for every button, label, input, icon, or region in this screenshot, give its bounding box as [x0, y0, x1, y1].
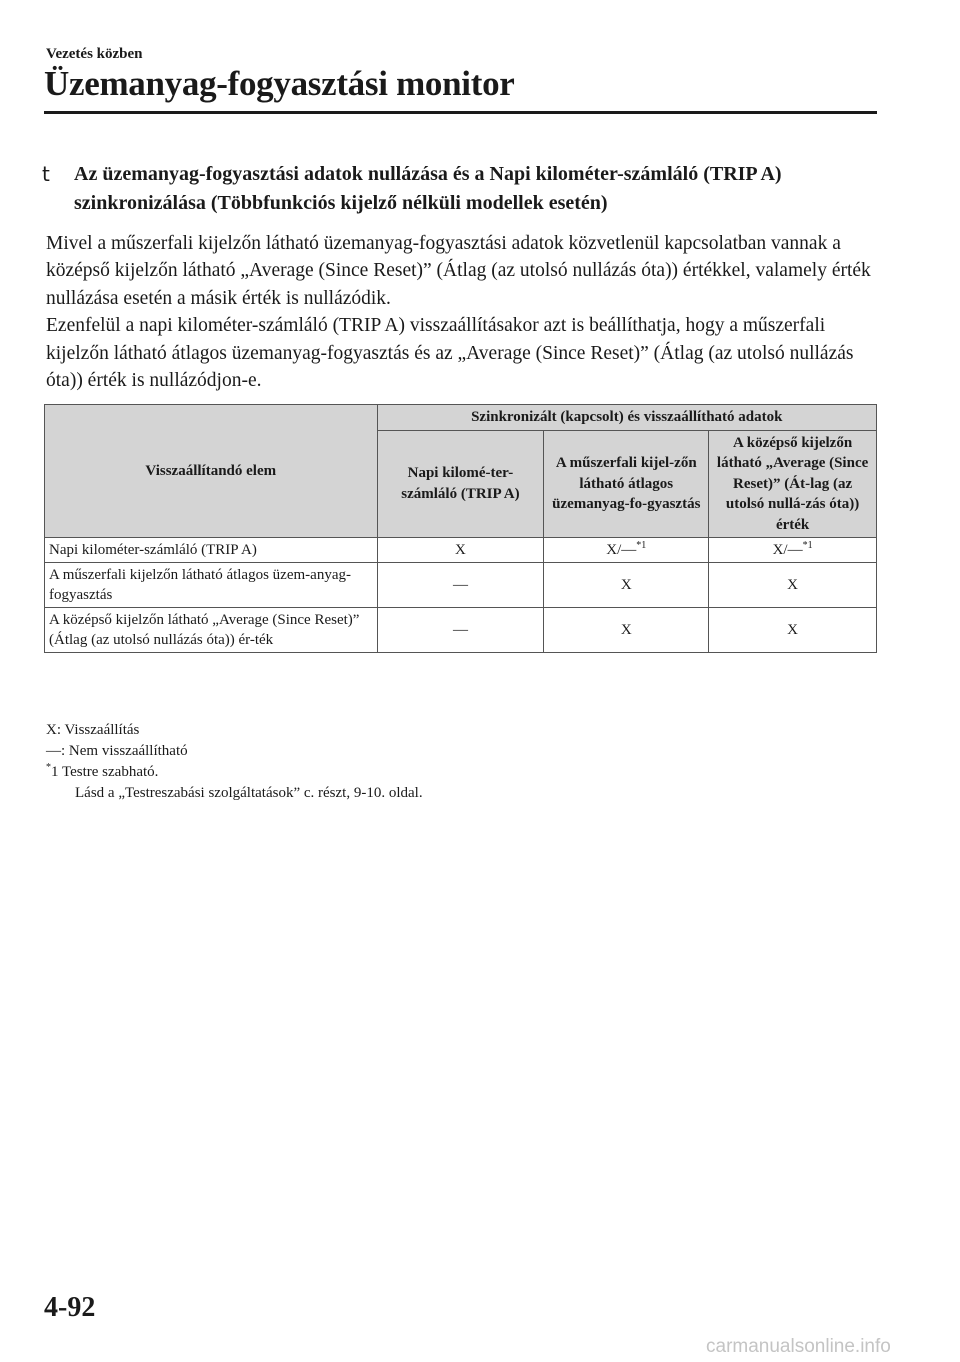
cell	[709, 538, 877, 563]
paragraph-2: Ezenfelül a napi kilométer-számláló (TRIP A) visszaállításakor azt is beállíthatja, hogy a műszerfali kijelzőn látható átlagos üzemanyag-fogyasztás és az „Average (Since Reset)” (Átlag (az utolsó nullázás óta)) érték is nullázódjon-e.	[46, 315, 854, 392]
cell: X	[544, 563, 709, 608]
note-dash: —: Nem visszaállítható	[46, 743, 188, 759]
row-item: Napi kilométer-számláló (TRIP A)	[45, 538, 378, 563]
paragraph-1: Mivel a műszerfali kijelzőn látható üzemanyag-fogyasztási adatok közvetlenül kapcsolatban vannak a középső kijelzőn látható „Average (Since Reset)” (Átlag (az utolsó nullázás óta)) értékkel, valamely érték nullázása esetén a másik érték is nullázódik.	[46, 233, 871, 309]
table-row	[45, 538, 877, 563]
bullet-icon: t	[42, 162, 50, 186]
note-footnote	[46, 762, 423, 783]
cell: X	[709, 608, 877, 653]
cell: —	[377, 563, 544, 608]
note-x: X: Visszaállítás	[46, 722, 140, 738]
footnote-ref: *1	[802, 540, 813, 551]
section-label: Vezetés közben	[46, 46, 143, 62]
page-number: 4-92	[44, 1292, 96, 1323]
page-title: Üzemanyag-fogyasztási monitor	[44, 64, 515, 103]
cell: X	[544, 608, 709, 653]
cell-value: X/—	[772, 542, 803, 558]
title-rule	[44, 111, 877, 114]
header-col-meter-avg: A műszerfali kijel-zőn látható átlagos üzemanyag-fo-gyasztás	[544, 430, 709, 538]
subheading	[42, 160, 882, 218]
row-item: A műszerfali kijelzőn látható átlagos üzem-anyag-fogyasztás	[45, 563, 378, 608]
header-col-center-avg: A középső kijelzőn látható „Average (Since Reset)” (Át-lag (az utolsó nullá-zás óta)) érték	[709, 430, 877, 538]
table-row	[45, 608, 877, 653]
subheading-text: Az üzemanyag-fogyasztási adatok nullázása és a Napi kilométer-számláló (TRIP A) szinkronizálása (Többfunkciós kijelző nélküli modellek esetén)	[74, 163, 782, 214]
footnotes	[46, 720, 423, 804]
table-row	[45, 563, 877, 608]
cell-value: X/—	[606, 542, 637, 558]
footnote-reference: Lásd a „Testreszabási szolgáltatások” c. részt, 9-10. oldal.	[75, 785, 423, 801]
cell: —	[377, 608, 544, 653]
cell	[544, 538, 709, 563]
row-item: A középső kijelzőn látható „Average (Since Reset)” (Átlag (az utolsó nullázás óta)) ér-ték	[45, 608, 378, 653]
header-group: Szinkronizált (kapcsolt) és visszaállítható adatok	[377, 405, 876, 431]
watermark: carmanualsonline.info	[706, 1336, 891, 1357]
footnote-mark: *	[46, 762, 51, 773]
footnote-label: 1 Testre szabható.	[51, 764, 159, 780]
header-item: Visszaállítandó elem	[45, 405, 378, 538]
reset-table	[44, 404, 877, 653]
body-text	[46, 230, 886, 394]
header-col-trip: Napi kilomé-ter-számláló (TRIP A)	[377, 430, 544, 538]
cell: X	[709, 563, 877, 608]
footnote-ref: *1	[636, 540, 647, 551]
cell: X	[377, 538, 544, 563]
